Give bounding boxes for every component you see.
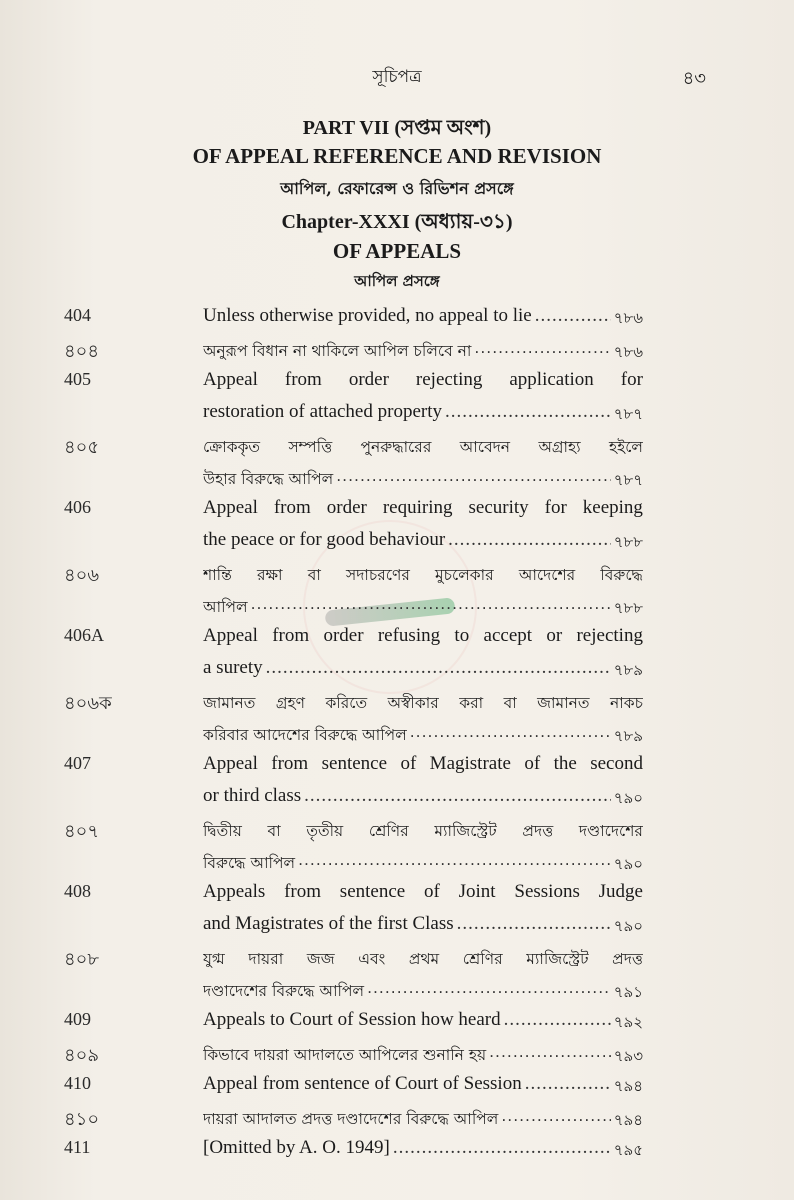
dot-leader — [448, 529, 611, 551]
section-number: ৪০৫ — [64, 437, 100, 457]
entry-title-text — [203, 881, 643, 903]
toc-entry — [0, 881, 794, 945]
entry-word: Appeal — [203, 497, 258, 518]
toc-entry — [0, 1009, 794, 1041]
entry-title-text: a surety — [203, 657, 263, 678]
entry-line — [203, 1073, 643, 1103]
entry-word: Judge — [598, 881, 643, 902]
entry-word: from — [284, 369, 322, 390]
entry-word: or — [546, 625, 563, 646]
entry-line — [203, 1137, 643, 1167]
entry-word: নাকচ — [609, 694, 643, 712]
entry-word: দায়রা — [248, 950, 284, 968]
entry-title-text — [203, 497, 643, 519]
entry-page-number: ৭৮৮ — [613, 533, 643, 551]
entry-line — [203, 881, 643, 911]
toc-entry — [0, 305, 794, 337]
entry-word: Magistrate — [429, 753, 511, 774]
entry-word: প্রথম — [408, 950, 440, 968]
chapter-heading: Chapter-XXXI (অধ্যায়-৩১) — [281, 211, 513, 233]
entry-word: সদাচরণের — [345, 566, 410, 584]
entry-title-text — [203, 625, 643, 647]
entry-word: রক্ষা — [256, 566, 283, 584]
entry-page-number: ৭৮৯ — [613, 661, 643, 679]
entry-page-number: ৭৮৭ — [613, 471, 643, 489]
entry-word: keeping — [582, 497, 643, 518]
entry-word: করিতে — [325, 694, 368, 712]
entry-line — [203, 465, 643, 497]
entry-word: সম্পত্তি — [288, 438, 333, 456]
toc-entry — [0, 433, 794, 497]
entry-page-number: ৭৯৫ — [613, 1141, 643, 1159]
entry-page-number: ৭৯৪ — [613, 1111, 643, 1129]
dot-leader — [445, 401, 611, 423]
entry-word: জামানত — [203, 694, 256, 712]
entry-word: প্রদত্ত — [612, 950, 643, 968]
entry-page-number: ৭৮৬ — [613, 309, 643, 327]
entry-word: ম্যাজিস্ট্রেট — [434, 822, 497, 840]
entry-word: Joint — [458, 881, 496, 902]
entry-title-text: [Omitted by A. O. 1949] — [203, 1137, 390, 1158]
toc-entry — [0, 625, 794, 689]
entry-title-text: Appeals to Court of Session how heard — [203, 1009, 501, 1030]
entry-word: order — [323, 625, 364, 646]
entry-line — [203, 977, 643, 1009]
section-number: ৪১০ — [64, 1109, 100, 1129]
entry-word: গ্রহণ — [275, 694, 305, 712]
entry-page-number: ৭৯০ — [613, 789, 643, 807]
dot-leader — [525, 1073, 611, 1095]
entry-title-text: দণ্ডাদেশের বিরুদ্ধে আপিল — [203, 982, 365, 1000]
entry-word: শ্রেণির — [368, 822, 409, 840]
section-number: ৪০৭ — [64, 821, 100, 841]
entry-word: requiring — [382, 497, 453, 518]
dot-leader — [298, 851, 611, 869]
entry-word: আবেদন — [459, 438, 511, 456]
entry-word: rejecting — [415, 369, 483, 390]
entry-word: accept — [483, 625, 533, 646]
entry-word: security — [468, 497, 529, 518]
section-number: 410 — [64, 1073, 91, 1093]
entry-line — [203, 689, 643, 721]
entry-line — [203, 849, 643, 881]
entry-word: from — [273, 497, 311, 518]
section-number: 405 — [64, 369, 91, 389]
entry-word: the — [553, 753, 577, 774]
entry-title-text — [203, 753, 643, 775]
entry-word: তৃতীয় — [306, 822, 344, 840]
entry-page-number: ৭৯০ — [613, 855, 643, 873]
entry-word: করা — [459, 694, 484, 712]
entry-title-text: বিরুদ্ধে আপিল — [203, 854, 296, 872]
entry-word: second — [590, 753, 643, 774]
dot-leader — [501, 1107, 610, 1125]
entry-word: from — [271, 753, 309, 774]
entry-word: ক্রোককৃত — [203, 438, 261, 456]
entry-word: দ্বিতীয় — [203, 822, 242, 840]
toc-entry — [0, 945, 794, 1009]
dot-leader — [504, 1009, 611, 1031]
entry-word: মুচলেকার — [435, 566, 494, 584]
entry-word: rejecting — [576, 625, 643, 646]
entry-line — [203, 529, 643, 559]
page-number: ৪৩ — [682, 68, 706, 89]
entry-word: যুগ্ম — [203, 950, 225, 968]
part-title: OF APPEAL REFERENCE AND REVISION — [192, 144, 602, 168]
toc-entry — [0, 689, 794, 753]
entry-word: of — [524, 753, 541, 774]
entry-word: Appeal — [203, 625, 258, 646]
entry-word: Appeals — [203, 881, 266, 902]
entry-word: application — [509, 369, 594, 390]
entry-word: of — [400, 753, 417, 774]
entry-word: বা — [503, 694, 517, 712]
entry-title-text — [203, 369, 643, 391]
section-number: ৪০৯ — [64, 1045, 100, 1065]
entry-word: দণ্ডাদেশের — [578, 822, 643, 840]
entry-word: অগ্রাহ্য — [538, 438, 581, 456]
entry-page-number: ৭৮৮ — [613, 599, 643, 617]
entry-title-text — [203, 947, 643, 973]
running-head-title: সূচিপত্র — [372, 67, 422, 87]
section-number: 411 — [64, 1137, 91, 1157]
entry-title-text: উহার বিরুদ্ধে আপিল — [203, 470, 334, 488]
entry-word: for — [544, 497, 567, 518]
entry-line — [203, 625, 643, 655]
entry-word: আদেশের — [518, 566, 576, 584]
entry-page-number: ৭৯০ — [613, 917, 643, 935]
entry-word: from — [272, 625, 310, 646]
section-number: 409 — [64, 1009, 91, 1029]
entry-line — [203, 1041, 643, 1073]
section-number: ৪০৬ক — [64, 693, 112, 713]
section-number: ৪০৪ — [64, 341, 100, 361]
entry-title-text: or third class — [203, 785, 302, 806]
entry-line — [203, 497, 643, 527]
entry-word: sentence — [321, 753, 388, 774]
entry-title-text: and Magistrates of the first Class — [203, 913, 454, 934]
entry-title-text — [203, 563, 643, 589]
entry-line — [203, 433, 643, 465]
entry-line — [203, 369, 643, 399]
entry-line — [203, 305, 643, 335]
section-number: ৪০৮ — [64, 949, 100, 969]
toc-entry — [0, 1041, 794, 1073]
entry-line — [203, 401, 643, 431]
chapter-title-bengali: আপিল প্রসঙ্গে — [354, 272, 440, 290]
dot-leader — [457, 913, 611, 935]
entry-page-number: ৭৯৩ — [613, 1047, 643, 1065]
entry-title-text — [203, 435, 643, 461]
section-number: ৪০৬ — [64, 565, 100, 585]
entry-page-number: ৭৮৬ — [613, 343, 643, 361]
toc-entry — [0, 817, 794, 881]
part-heading: PART VII (সপ্তম অংশ) — [302, 117, 492, 139]
entry-word: জজ — [306, 950, 335, 968]
entry-word: order — [348, 369, 389, 390]
toc-entry — [0, 1105, 794, 1137]
entry-word: প্রদত্ত — [522, 822, 554, 840]
entry-line — [203, 721, 643, 753]
entry-page-number: ৭৯৪ — [613, 1077, 643, 1095]
toc-entry — [0, 1137, 794, 1169]
entry-title-text — [203, 691, 643, 717]
entry-word: ম্যাজিস্ট্রেট — [526, 950, 589, 968]
entry-page-number: ৭৯১ — [613, 983, 643, 1001]
toc-entry — [0, 497, 794, 561]
entry-word: শান্তি — [203, 566, 232, 584]
entry-title-text: the peace or for good behaviour — [203, 529, 446, 550]
entry-word: of — [424, 881, 440, 902]
entry-line — [203, 945, 643, 977]
entry-title-text: কিভাবে দায়রা আদালতে আপিলের শুনানি হয় — [203, 1046, 487, 1064]
section-number: 408 — [64, 881, 91, 901]
dot-leader — [474, 339, 610, 357]
entry-word: for — [620, 369, 643, 390]
entry-title-text: দায়রা আদালত প্রদত্ত দণ্ডাদেশের বিরুদ্ধে আপিল — [203, 1110, 499, 1128]
entry-word: শ্রেণির — [462, 950, 503, 968]
section-number: 407 — [64, 753, 91, 773]
entry-title-text: অনুরূপ বিধান না থাকিলে আপিল চলিবে না — [203, 342, 472, 360]
entry-title-text: করিবার আদেশের বিরুদ্ধে আপিল — [203, 726, 407, 744]
entry-word: বা — [307, 566, 321, 584]
entry-line — [203, 785, 643, 815]
entry-word: Appeal — [203, 369, 258, 390]
entry-line — [203, 561, 643, 593]
entry-title-text — [203, 819, 643, 845]
dot-leader — [367, 979, 611, 997]
entry-line — [203, 913, 643, 943]
entry-word: জামানত — [537, 694, 590, 712]
entry-word: বা — [267, 822, 281, 840]
toc-entry — [0, 337, 794, 369]
chapter-title: OF APPEALS — [332, 239, 462, 263]
dot-leader — [410, 723, 611, 741]
dot-leader — [393, 1137, 611, 1159]
entry-line — [203, 817, 643, 849]
section-number: 406 — [64, 497, 91, 517]
toc-entry — [0, 561, 794, 625]
dot-leader — [336, 467, 611, 485]
toc-entry — [0, 753, 794, 817]
entry-word: পুনরুদ্ধারের — [360, 438, 432, 456]
dot-leader — [266, 657, 611, 679]
entry-page-number: ৭৮৯ — [613, 727, 643, 745]
entry-word: অস্বীকার — [387, 694, 439, 712]
entry-word: বিরুদ্ধে — [600, 566, 643, 584]
entry-word: Sessions — [514, 881, 580, 902]
dot-leader — [535, 305, 611, 327]
dot-leader — [251, 595, 611, 613]
entry-word: Appeal — [203, 753, 258, 774]
entry-line — [203, 1105, 643, 1137]
entry-page-number: ৭৯২ — [613, 1013, 643, 1031]
entry-word: sentence — [339, 881, 406, 902]
entry-word: refusing — [377, 625, 441, 646]
entry-word: to — [454, 625, 470, 646]
dot-leader — [304, 785, 611, 807]
toc-entry — [0, 1073, 794, 1105]
entry-word: from — [284, 881, 321, 902]
entry-title-text: Unless otherwise provided, no appeal to lie — [203, 305, 532, 326]
section-number: 404 — [64, 305, 91, 325]
toc-entry — [0, 369, 794, 433]
section-number: 406A — [64, 625, 104, 645]
part-title-bengali: আপিল, রেফারেন্স ও রিভিশন প্রসঙ্গে — [280, 179, 514, 198]
entry-title-text: আপিল — [203, 598, 248, 616]
entry-line — [203, 753, 643, 783]
entry-line — [203, 337, 643, 369]
dot-leader — [489, 1043, 611, 1061]
entry-page-number: ৭৮৭ — [613, 405, 643, 423]
entry-title-text: restoration of attached property — [203, 401, 442, 422]
entry-title-text: Appeal from sentence of Court of Session — [203, 1073, 522, 1094]
entry-word: এবং — [358, 950, 386, 968]
entry-line — [203, 593, 643, 625]
entry-line — [203, 657, 643, 687]
entry-line — [203, 1009, 643, 1039]
entry-word: order — [326, 497, 367, 518]
entry-word: হইলে — [608, 438, 643, 456]
